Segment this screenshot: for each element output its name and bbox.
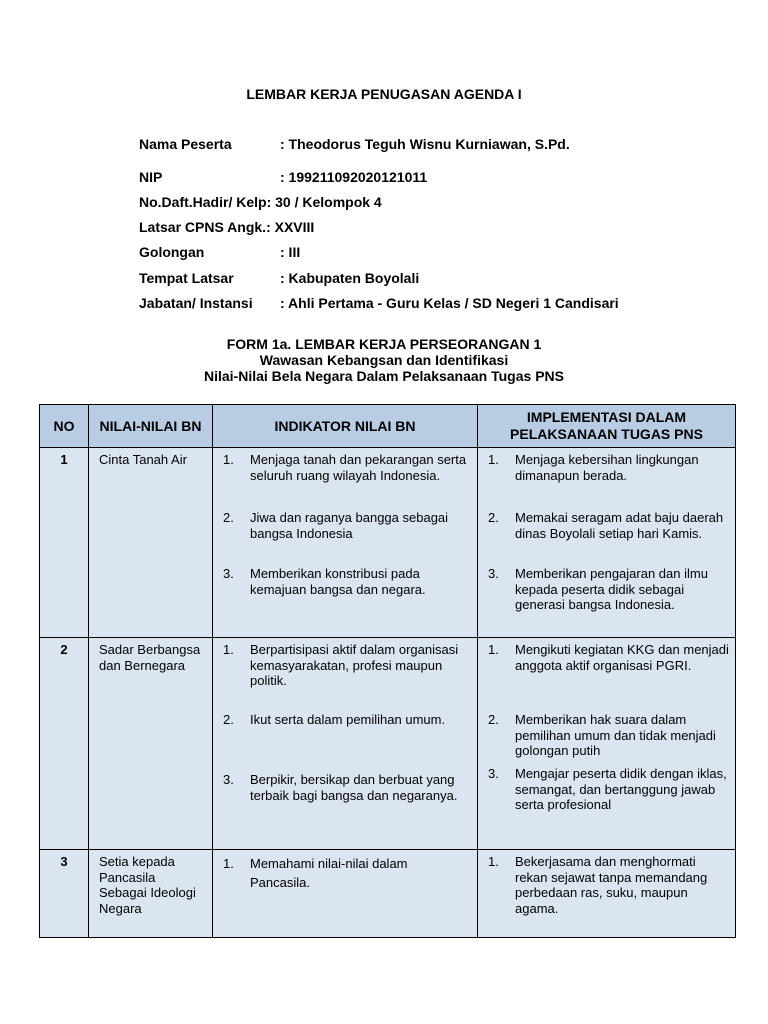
list-item: 2. Jiwa dan raganya bangga sebagai bangsa Indonesia: [223, 510, 449, 541]
list-item: 1. Berpartisipasi aktif dalam organisasi kemasyarakatan, profesi maupun politik.: [223, 642, 459, 688]
row-number: 2: [40, 638, 89, 850]
implementasi-cell: [478, 850, 736, 938]
nilai-cell: Setia kepada Pancasila Sebagai Ideologi Negara: [89, 850, 213, 938]
info-row-tempat: [139, 270, 420, 286]
info-value: : Kabupaten Boyolali: [280, 270, 420, 286]
header-implementasi: IMPLEMENTASI DALAM PELAKSANAAN TUGAS PNS: [478, 405, 736, 448]
header-indikator: INDIKATOR NILAI BN: [213, 405, 478, 448]
info-row-nama: [139, 136, 570, 152]
list-item: 1. Menjaga tanah dan pekarangan serta seluruh ruang wilayah Indonesia.: [223, 452, 467, 483]
table-row: [40, 850, 736, 938]
nilai-cell: Sadar Berbangsa dan Bernegara: [89, 638, 213, 850]
list-item: 2. Memberikan hak suara dalam pemilihan umum dan tidak menjadi golongan putih: [488, 712, 716, 758]
list-item: 3. Mengajar peserta didik dengan iklas, semangat, dan bertanggung jawab serta profesional: [488, 766, 727, 812]
indikator-cell: [213, 850, 478, 938]
list-item: 1. Mengikuti kegiatan KKG dan menjadi anggota aktif organisasi PGRI.: [488, 642, 729, 673]
info-value: : Ahli Pertama - Guru Kelas / SD Negeri 1 Candisari: [280, 295, 619, 311]
info-value: XXVIII: [274, 219, 315, 235]
form-heading-line-2: Wawasan Kebangsan dan Identifikasi: [259, 352, 509, 368]
info-row-jabatan: [139, 295, 619, 311]
header-nilai: NILAI-NILAI BN: [89, 405, 213, 448]
info-label: Golongan: [139, 244, 205, 260]
info-row-daftar-hadir: [139, 194, 382, 210]
form-heading-line-1: FORM 1a. LEMBAR KERJA PERSEORANGAN 1: [226, 336, 542, 352]
info-label: Latsar CPNS Angk.:: [139, 219, 271, 235]
header-no: NO: [40, 405, 89, 448]
indikator-cell: [213, 448, 478, 638]
info-label: Tempat Latsar: [139, 270, 234, 286]
list-item: 2. Memakai seragam adat baju daerah dinas Boyolali setiap hari Kamis.: [488, 510, 724, 541]
info-label: No.Daft.Hadir/ Kelp:: [139, 194, 272, 210]
info-value: : Theodorus Teguh Wisnu Kurniawan, S.Pd.: [280, 136, 570, 152]
table-row: [40, 448, 736, 638]
form-heading: [0, 336, 768, 384]
info-value: : III: [280, 244, 301, 260]
info-label: Jabatan/ Instansi: [139, 295, 253, 311]
list-item: 3. Memberikan pengajaran dan ilmu kepada peserta didik sebagai generasi bangsa Indonesia.: [488, 566, 708, 612]
info-value: 30 / Kelompok 4: [275, 194, 382, 210]
list-item: 1. Bekerjasama dan menghormati rekan sejawat tanpa memandang perbedaan ras, suku, maupun agama.: [488, 854, 708, 916]
row-number: 3: [40, 850, 89, 938]
nilai-cell: Cinta Tanah Air: [89, 448, 213, 638]
bela-negara-table: [39, 404, 736, 938]
list-item: 3. Memberikan konstribusi pada kemajuan bangsa dan negara.: [223, 566, 426, 597]
indikator-cell: [213, 638, 478, 850]
info-row-angkatan: [139, 219, 314, 235]
document-title: LEMBAR KERJA PENUGASAN AGENDA I: [246, 86, 522, 102]
implementasi-cell: [478, 448, 736, 638]
info-value: : 199211092020121011: [280, 169, 428, 185]
list-item: 3. Berpikir, bersikap dan berbuat yang terbaik bagi bangsa dan negaranya.: [223, 772, 458, 803]
form-heading-line-3: Nilai-Nilai Bela Negara Dalam Pelaksanaan Tugas PNS: [203, 368, 564, 384]
list-item: 1. Menjaga kebersihan lingkungan dimanapun berada.: [488, 452, 699, 483]
table-row: [40, 638, 736, 850]
list-item: 2. Ikut serta dalam pemilihan umum.: [223, 712, 446, 727]
table-header-row: [40, 405, 736, 448]
info-label: NIP: [139, 169, 163, 185]
list-item: 1. Memahami nilai-nilai dalam Pancasila.: [223, 856, 408, 890]
info-row-nip: [139, 169, 428, 185]
info-row-golongan: [139, 244, 301, 260]
implementasi-cell: [478, 638, 736, 850]
info-label: Nama Peserta: [139, 136, 232, 152]
row-number: 1: [40, 448, 89, 638]
